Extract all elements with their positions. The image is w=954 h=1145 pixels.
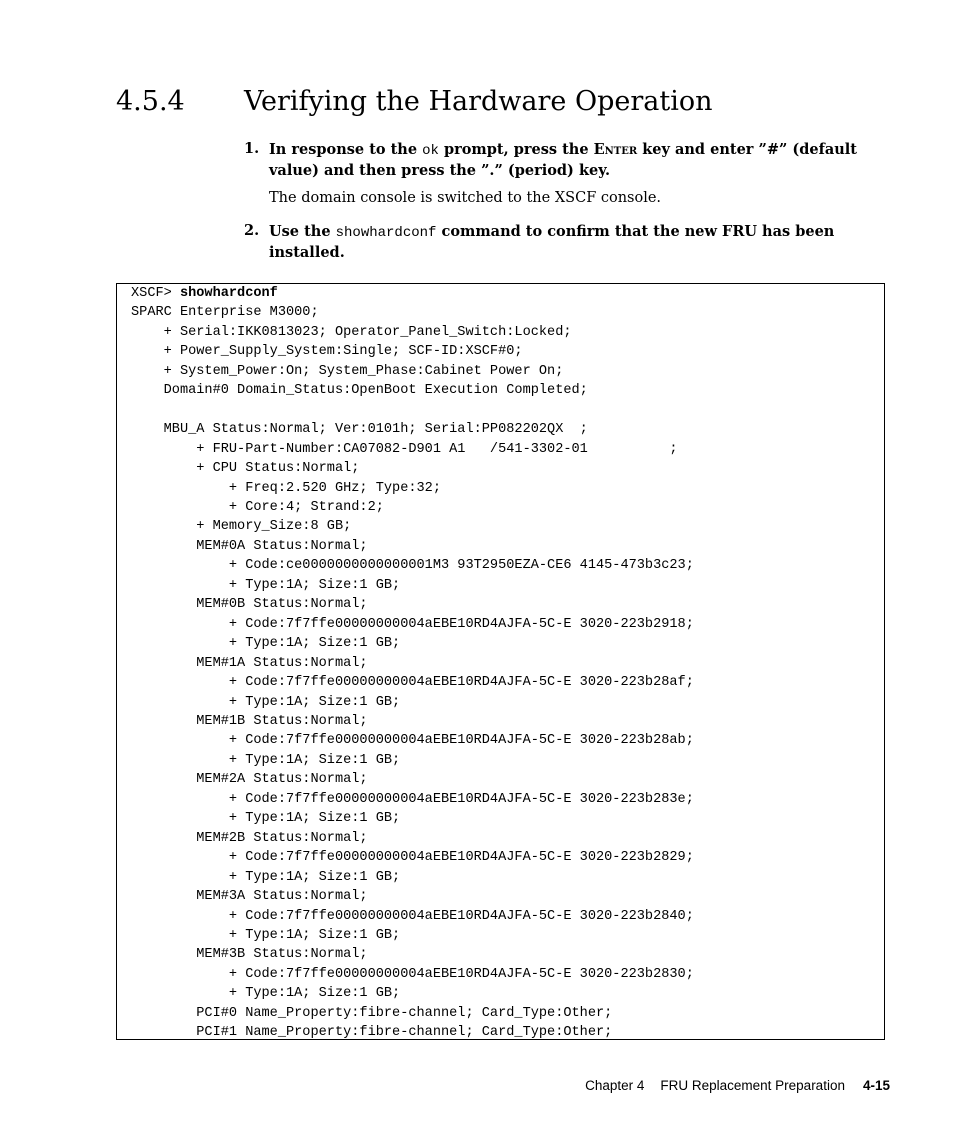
step-number: 2. bbox=[244, 222, 260, 239]
console-line: + Type:1A; Size:1 GB; bbox=[228, 694, 401, 710]
step-1 bbox=[244, 140, 894, 208]
console-line: MEM#1B Status:Normal; bbox=[196, 713, 368, 729]
step-text-segment: Use the bbox=[269, 223, 336, 240]
page-footer bbox=[585, 1078, 890, 1093]
console-line: + Serial:IKK0813023; Operator_Panel_Switch:Locked; bbox=[163, 324, 572, 340]
console-line: MEM#0A Status:Normal; bbox=[196, 538, 368, 554]
console-output-box bbox=[116, 283, 885, 1040]
console-line: + Type:1A; Size:1 GB; bbox=[228, 636, 401, 652]
console-line: + FRU-Part-Number:CA07082-D901 A1 /541-3302-01 ; bbox=[196, 441, 678, 457]
inline-code: ok bbox=[422, 143, 439, 159]
footer-chapter: Chapter 4 bbox=[585, 1078, 645, 1093]
step-result: The domain console is switched to the XSCF console. bbox=[269, 190, 662, 206]
console-line: + Freq:2.520 GHz; Type:32; bbox=[228, 480, 441, 496]
step-instruction bbox=[269, 140, 894, 181]
console-line: + Code:7f7ffe00000000004aEBE10RD4AJFA-5C-E 3020-223b2830; bbox=[228, 966, 694, 982]
console-line: + Core:4; Strand:2; bbox=[228, 499, 384, 515]
console-line: + Code:ce0000000000000001M3 93T2950EZA-CE6 4145-473b3c23; bbox=[228, 558, 694, 574]
console-line: + Type:1A; Size:1 GB; bbox=[228, 927, 401, 943]
console-line: + Type:1A; Size:1 GB; bbox=[228, 577, 401, 593]
console-line: Domain#0 Domain_Status:OpenBoot Execution Completed; bbox=[163, 383, 588, 399]
console-line: MEM#1A Status:Normal; bbox=[196, 655, 368, 671]
step-instruction bbox=[269, 222, 894, 263]
console-line: MEM#2A Status:Normal; bbox=[196, 772, 368, 788]
step-text-segment: In response to the bbox=[269, 141, 423, 158]
page-number: 4-15 bbox=[862, 1078, 890, 1093]
console-line: + Code:7f7ffe00000000004aEBE10RD4AJFA-5C-E 3020-223b28ab; bbox=[228, 733, 694, 749]
console-line: + Code:7f7ffe00000000004aEBE10RD4AJFA-5C-E 3020-223b2829; bbox=[228, 850, 694, 866]
console-line: + CPU Status:Normal; bbox=[196, 461, 360, 477]
console-line: PCI#0 Name_Property:fibre-channel; Card_Type:Other; bbox=[196, 1005, 613, 1021]
console-lines bbox=[131, 305, 694, 1040]
console-line: MEM#3B Status:Normal; bbox=[196, 947, 368, 963]
console-line: + Power_Supply_System:Single; SCF-ID:XSCF#0; bbox=[163, 344, 523, 360]
console-output bbox=[131, 284, 884, 1043]
console-line: + Type:1A; Size:1 GB; bbox=[228, 986, 401, 1002]
key-name: Enter bbox=[593, 141, 638, 158]
console-line: MEM#2B Status:Normal; bbox=[196, 830, 368, 846]
step-text-segment: command to confirm that the new FRU has been installed. bbox=[269, 223, 835, 261]
console-prompt: XSCF> bbox=[131, 286, 180, 301]
step-text-segment: key and enter ”#” (default value) and then press the ”.” (period) key. bbox=[269, 141, 857, 179]
step-text-segment: prompt, press the bbox=[438, 141, 594, 158]
console-line: + Type:1A; Size:1 GB; bbox=[228, 869, 401, 885]
console-line: + Type:1A; Size:1 GB; bbox=[228, 811, 401, 827]
procedure-steps bbox=[244, 140, 894, 263]
console-line: PCI#1 Name_Property:fibre-channel; Card_Type:Other; bbox=[131, 1025, 613, 1041]
step-number: 1. bbox=[244, 140, 260, 157]
console-line: + Code:7f7ffe00000000004aEBE10RD4AJFA-5C-E 3020-223b28af; bbox=[228, 675, 694, 691]
step-2 bbox=[244, 222, 894, 263]
inline-code: showhardconf bbox=[335, 225, 437, 241]
console-line: + Type:1A; Size:1 GB; bbox=[228, 752, 401, 768]
console-line: + Memory_Size:8 GB; bbox=[196, 519, 352, 535]
console-line: + Code:7f7ffe00000000004aEBE10RD4AJFA-5C-E 3020-223b2918; bbox=[228, 616, 694, 632]
console-line: MBU_A Status:Normal; Ver:0101h; Serial:PP082202QX ; bbox=[163, 422, 588, 438]
console-line: + System_Power:On; System_Phase:Cabinet Power On; bbox=[163, 363, 564, 379]
console-line: + Code:7f7ffe00000000004aEBE10RD4AJFA-5C-E 3020-223b2840; bbox=[228, 908, 694, 924]
console-line: + Code:7f7ffe00000000004aEBE10RD4AJFA-5C-E 3020-223b283e; bbox=[228, 791, 694, 807]
console-command: showhardconf bbox=[179, 286, 278, 301]
footer-title: FRU Replacement Preparation bbox=[660, 1078, 845, 1093]
section-title: Verifying the Hardware Operation bbox=[244, 86, 713, 117]
console-line: SPARC Enterprise M3000; bbox=[131, 305, 319, 321]
section-number: 4.5.4 bbox=[116, 86, 185, 117]
console-line: MEM#0B Status:Normal; bbox=[196, 597, 368, 613]
section-heading bbox=[116, 86, 713, 117]
console-line: MEM#3A Status:Normal; bbox=[196, 889, 368, 905]
